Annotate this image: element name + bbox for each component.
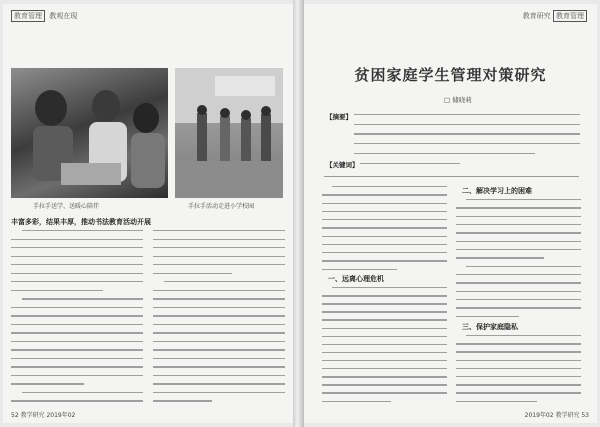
right-col2-top: [456, 199, 581, 317]
section-heading-3: 三、保护家庭隐私: [462, 323, 518, 331]
left-page: [3, 4, 293, 423]
right-col2-bottom: [456, 335, 581, 402]
photo-children-illustration: [11, 68, 168, 198]
right-col1-body: [322, 287, 447, 402]
left-running-header: [11, 10, 77, 22]
abstract-label: 【摘要】: [326, 113, 352, 121]
left-section-heading: 丰富多彩，结果丰厚，推动书法教育活动开展: [11, 218, 151, 226]
left-body-text: [11, 230, 285, 402]
caption-left-photo: 手拉手送学、送暖心陪伴: [33, 203, 100, 210]
left-header-tag: 教育管理: [11, 10, 45, 22]
right-page: [304, 4, 597, 423]
abstract-text: [354, 114, 580, 154]
left-text-column-2: [153, 230, 285, 402]
article-author: □ 储晓莉: [444, 96, 472, 104]
article-title: 贫困家庭学生管理对策研究: [354, 66, 547, 84]
photo-stage-illustration: [175, 68, 283, 198]
section-heading-2: 二、解决学习上的困难: [462, 187, 532, 195]
section-heading-1: 一、远离心理危机: [328, 275, 384, 283]
right-header-sub: 教育研究: [522, 12, 551, 20]
photo-children-activity: [11, 68, 168, 198]
page-gutter: [293, 0, 304, 427]
keywords-label: 【关键词】: [326, 161, 359, 169]
caption-right-photo: 手拉手活动走进小学校园: [188, 203, 255, 210]
right-folio: 2019年02 教学研究 53: [524, 412, 589, 419]
photo-award-ceremony: [175, 68, 283, 198]
right-col1-intro: [322, 186, 447, 270]
right-header-tag: 教育管理: [553, 10, 587, 22]
right-running-header: [523, 10, 589, 22]
left-text-column-1: [11, 230, 143, 402]
left-folio: 52 教学研究 2019年02: [11, 412, 76, 419]
keywords-text: [360, 163, 460, 166]
left-header-sub: 教观在现: [49, 12, 78, 20]
abstract-divider: [324, 176, 579, 177]
